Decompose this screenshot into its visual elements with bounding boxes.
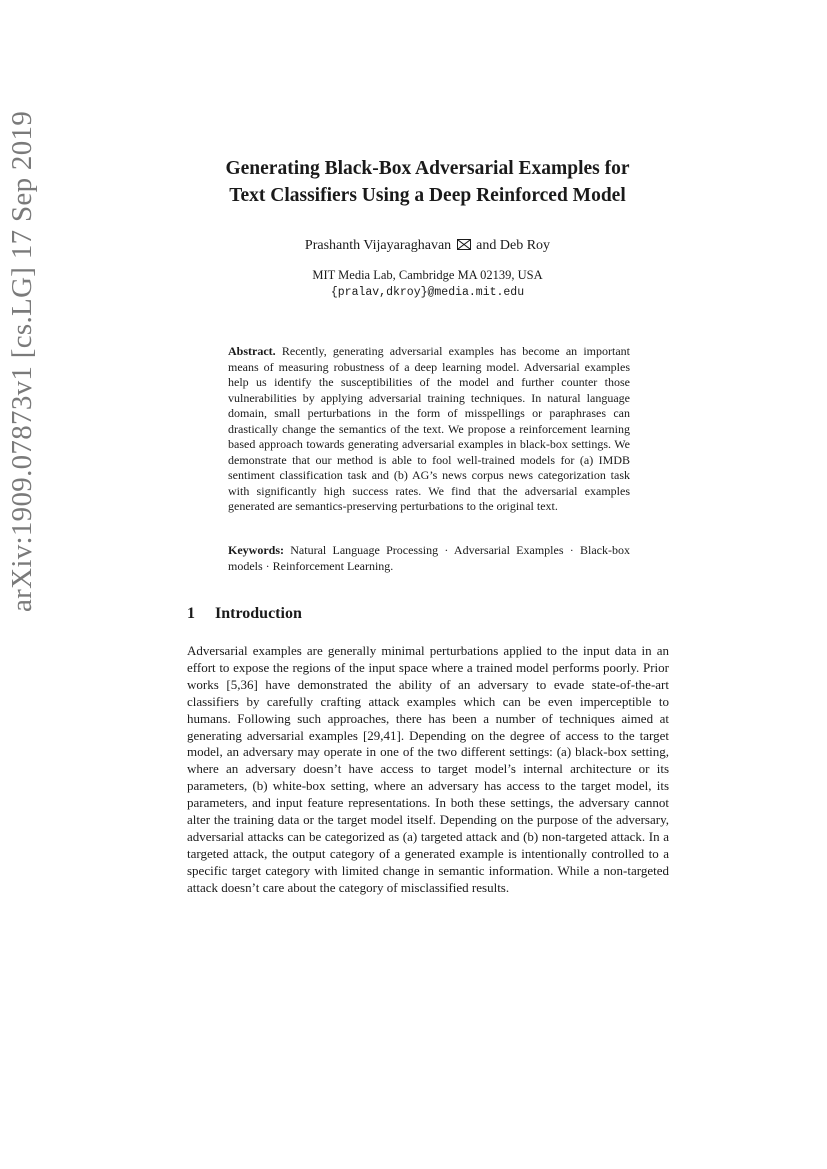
abstract-text: Recently, generating adversarial examples has become an important means of measuring robustness of a deep learning model. Adversarial examples help us identify the susceptibilities of the model and further counter those vulnerabilities by applying adversarial training techniques. In natural language domain, small perturbations in the form of misspellings or paraphrases can drastically change the semantics of the text. We propose a reinforcement learning based approach towards generating adversarial examples in black-box settings. We demonstrate that our method is able to fool well-trained models for (a) IMDB sentiment classification task and (b) AG’s news corpus news categorization task with significantly high success rates. We find that the adversarial examples generated are semantics-preserving perturbations to the original text. (228, 344, 630, 513)
title-line-1: Generating Black-Box Adversarial Examples for (225, 158, 630, 179)
keywords-text: Natural Language Processing · Adversarial Examples · Black-box models · Reinforcement Learning. (228, 543, 630, 573)
author-name-second: and Deb Roy (476, 238, 551, 253)
introduction-paragraph: Adversarial examples are generally minimal perturbations applied to the input data in an effort to expose the regions of the input space where a trained model performs poorly. Prior works [5,36] have demonstrated the ability of an adversary to evade state-of-the-art classifiers by carefully crafting attack examples which can be even imperceptible to humans. Following such approaches, there has been a number of techniques aimed at generating adversarial examples [29,41]. Depending on the degree of access to the target model, an adversary may operate in one of the two different settings: (a) black-box setting, where an adversary doesn’t have access to target model’s internal architecture or its parameters, (b) white-box setting, where an adversary has access to the target model, its parameters, and input feature representations. In both these settings, the adversary cannot alter the training data or the target model itself. Depending on the purpose of the adversary, adversarial attacks can be categorized as (a) targeted attack and (b) non-targeted attack. In a targeted attack, the output category of a generated example is intentionally controlled to a specific target category with limited change in semantic information. While a non-targeted attack doesn’t care about the category of misclassified results. (187, 643, 669, 895)
section-title: Introduction (215, 605, 302, 622)
title-line-2: Text Classifiers Using a Deep Reinforced Model (229, 185, 626, 206)
arxiv-side-stamp: arXiv:1909.07873v1 [cs.LG] 17 Sep 2019 (6, 110, 38, 612)
affiliation-block (150, 267, 705, 301)
author-name-first: Prashanth Vijayaraghavan (304, 238, 452, 253)
abstract-label: Abstract. (228, 344, 276, 358)
affiliation-institution: MIT Media Lab, Cambridge MA 02139, USA (312, 268, 543, 282)
author-email: {pralav,dkroy}@media.mit.edu (330, 286, 525, 299)
keywords-label: Keywords: (228, 543, 284, 557)
section-number: 1 (187, 605, 195, 622)
author-list (150, 237, 705, 255)
keywords (228, 543, 630, 574)
mail-icon (457, 239, 471, 250)
section-heading (187, 604, 667, 624)
abstract (228, 344, 630, 515)
paper-title (120, 155, 735, 209)
